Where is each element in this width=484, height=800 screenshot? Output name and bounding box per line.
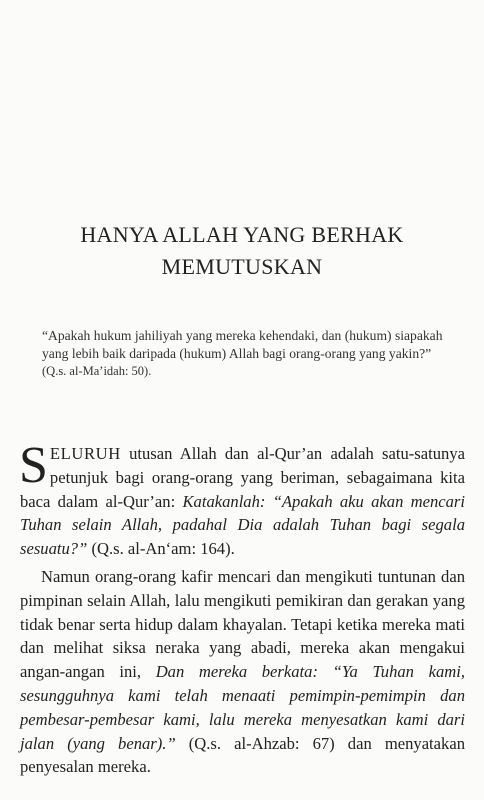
epigraph-quote: “Apakah hukum jahiliyah yang mereka kehendaki, dan (hukum) siapakah yang lebih baik daripada (hukum) Allah bagi orang-orang yang yakin?” bbox=[42, 328, 443, 361]
drop-cap: S bbox=[19, 437, 48, 494]
chapter-title bbox=[30, 219, 454, 283]
paragraph-2-ending: (Q.s. al-Ahzab: 67) dan menyatakan penyesalan mereka. bbox=[20, 733, 465, 777]
paragraph-1-reference: (Q.s. al-An‘am: 164). bbox=[87, 539, 235, 559]
paragraph-1 bbox=[19, 437, 466, 561]
chapter-title-line-1: HANYA ALLAH YANG BERHAK bbox=[80, 222, 404, 247]
paragraph-1-lead: ELURUH bbox=[49, 444, 121, 463]
paragraph-2-quote: Dan mereka berkata: “Ya Tuhan kami, sesungguhnya kami telah menaati pemimpin-pemimpin dan pembesar-pembesar kami, lalu mereka menyesatkan kami dari jalan (yang benar).” bbox=[20, 662, 465, 753]
paragraph-2 bbox=[20, 565, 465, 779]
paragraph-1-quote: Katakanlah: “Apakah aku akan mencari Tuhan selain Allah, padahal Dia adalah Tuhan bagi segala sesuatu?” bbox=[20, 491, 466, 559]
body-text bbox=[19, 437, 466, 779]
paragraph-1-text: utusan Allah dan al-Qur’an adalah satu-satunya petunjuk bagi orang-orang yang beriman, sebagaimana kita baca dalam al-Qur’an: bbox=[20, 444, 465, 511]
chapter-title-line-2: MEMUTUSKAN bbox=[161, 254, 323, 279]
epigraph-reference: (Q.s. al-Ma’idah: 50). bbox=[42, 364, 152, 378]
epigraph bbox=[42, 327, 446, 381]
paragraph-2-text: Namun orang-orang kafir mencari dan mengikuti tuntunan dan pimpinan selain Allah, lalu mengikuti pemikiran dan gerakan yang tidak benar serta hidup dalam khayalan. Tetapi ketika mereka mati dan melihat siksa neraka yang abadi, mereka akan mengakui angan-angan ini, bbox=[20, 566, 465, 682]
